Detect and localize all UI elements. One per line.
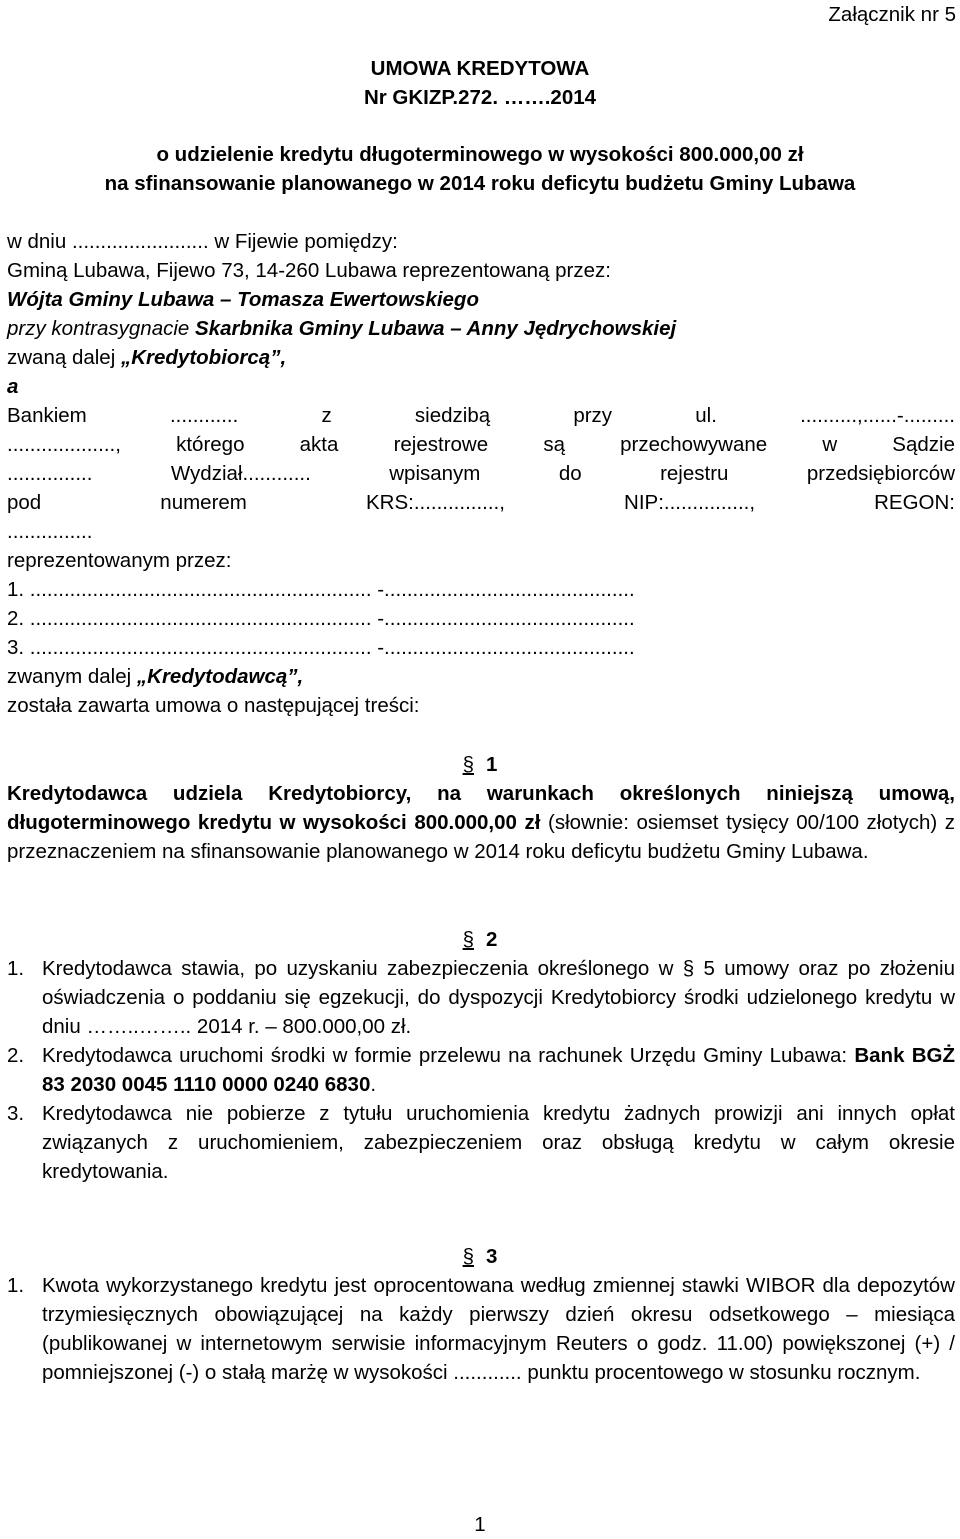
- subtitle-line-2: na sfinansowanie planowanego w 2014 roku deficytu budżetu Gminy Lubawa: [104, 172, 856, 195]
- section-2-heading: [0, 925, 960, 954]
- date-place-line: w dniu ........................ w Fijewie pomiędzy:: [7, 230, 398, 253]
- document-title: [0, 54, 960, 112]
- title-line-2: Nr GKIZP.272. …….2014: [363, 86, 597, 109]
- attachment-label: Załącznik nr 5: [828, 3, 956, 26]
- subtitle-line-1: o udzielenie kredytu długoterminowego w wysokości 800.000,00 zł: [156, 143, 804, 166]
- countersignature-line: przy kontrasygnacie Skarbnika Gminy Lubawa – Anny Jędrychowskiej: [7, 317, 677, 340]
- borrower-alias: „Kredytobiorcą”,: [120, 346, 287, 369]
- lender-alias: „Kredytodawcą”,: [136, 665, 304, 688]
- section-sign-icon: §: [462, 928, 474, 951]
- lender-alias-line: zwanym dalej „Kredytodawcą”,: [7, 665, 304, 688]
- bank-account-number: Bank BGŻ 83 2030 0045 1110 0000 0240 6830: [42, 1044, 955, 1096]
- list-item: 1. Kwota wykorzystanego kredytu jest oprocentowana według zmiennej stawki WIBOR dla depozytów trzymiesięcznych obowiązującej na każdy pierwszy dzień okresu odsetkowego – miesiąca (publikowanej w internetowym serwisie informacyjnym Reuters o godz. 11.00) powiększonej (+) / pomniejszonej (-) o stałą marżę w wysokości ............ punktu procentowego w stosunku rocznym.: [7, 1274, 955, 1384]
- section-1-text: Kredytodawca udziela Kredytobiorcy, na warunkach określonych niniejszą umową, długoterminowego kredytu w wysokości 800.000,00 zł (słownie: osiemset tysięcy 00/100 złotych) z przeznaczeniem na sfinansowanie planowanego w 2014 roku deficytu budżetu Gminy Lubawa.: [7, 782, 956, 863]
- conjunction: a: [7, 375, 19, 398]
- document-subtitle: [0, 140, 960, 198]
- bank-line-2: ..................., którego akta rejestrowe są przechowywane w Sądzie: [7, 433, 955, 456]
- representative-2: 2. ............................................................ -............................................: [7, 607, 635, 630]
- bank-line-3: ............... Wydział............ wpisanym do rejestru przedsiębiorców: [7, 462, 955, 485]
- section-3-heading: [0, 1242, 960, 1271]
- list-item: 3. Kredytodawca nie pobierze z tytułu uruchomienia kredytu żadnych prowizji ani innych opłat związanych z uruchomieniem, zabezpieczeniem oraz obsługą kredytu w całym okresie kredytowania.: [7, 1102, 955, 1183]
- borrower-address: Gminą Lubawa, Fijewo 73, 14-260 Lubawa reprezentowaną przez:: [7, 259, 611, 282]
- agreement-intro: została zawarta umowa o następującej treści:: [7, 694, 420, 717]
- section-2-number: 2: [486, 928, 498, 951]
- bank-line-1: Bankiem ............ z siedzibą przy ul. ..........,......-.........: [7, 404, 955, 427]
- list-item: 2. Kredytodawca uruchomi środki w formie przelewu na rachunek Urzędu Gminy Lubawa: Bank BGŻ 83 2030 0045 1110 0000 0240 6830.: [7, 1044, 955, 1096]
- section-2-body: [7, 954, 955, 1186]
- representative-3: 3. ............................................................ -............................................: [7, 636, 635, 659]
- bank-represented-by: reprezentowanym przez:: [7, 549, 232, 572]
- page-number: 1: [474, 1513, 486, 1536]
- representative-1: 1. ............................................................ -............................................: [7, 578, 635, 601]
- section-sign-icon: §: [462, 753, 474, 776]
- borrower-alias-line: zwaną dalej „Kredytobiorcą”,: [7, 346, 287, 369]
- treasurer-name: Skarbnika Gminy Lubawa – Anny Jędrychowskiej: [195, 317, 677, 340]
- list-item: 1. Kredytodawca stawia, po uzyskaniu zabezpieczenia określonego w § 5 umowy oraz po złożeniu oświadczenia o poddaniu się egzekucji, do dyspozycji Kredytobiorcy środki udzielonego kredytu w dniu ……..…….. 2014 r. – 800.000,00 zł.: [7, 957, 955, 1038]
- section-3-number: 3: [486, 1245, 498, 1268]
- bank-line-4: pod numerem KRS:..............., NIP:..............., REGON:: [7, 491, 955, 514]
- bank-line-5: ...............: [7, 520, 93, 543]
- section-sign-icon: §: [462, 1245, 474, 1268]
- section-1-heading: [0, 750, 960, 779]
- section-3-body: [7, 1271, 955, 1387]
- section-1-number: 1: [486, 753, 498, 776]
- parties-block: [7, 227, 955, 720]
- section-1-body: [7, 779, 955, 866]
- title-line-1: UMOWA KREDYTOWA: [370, 57, 590, 80]
- borrower-representative: Wójta Gminy Lubawa – Tomasza Ewertowskiego: [7, 288, 479, 311]
